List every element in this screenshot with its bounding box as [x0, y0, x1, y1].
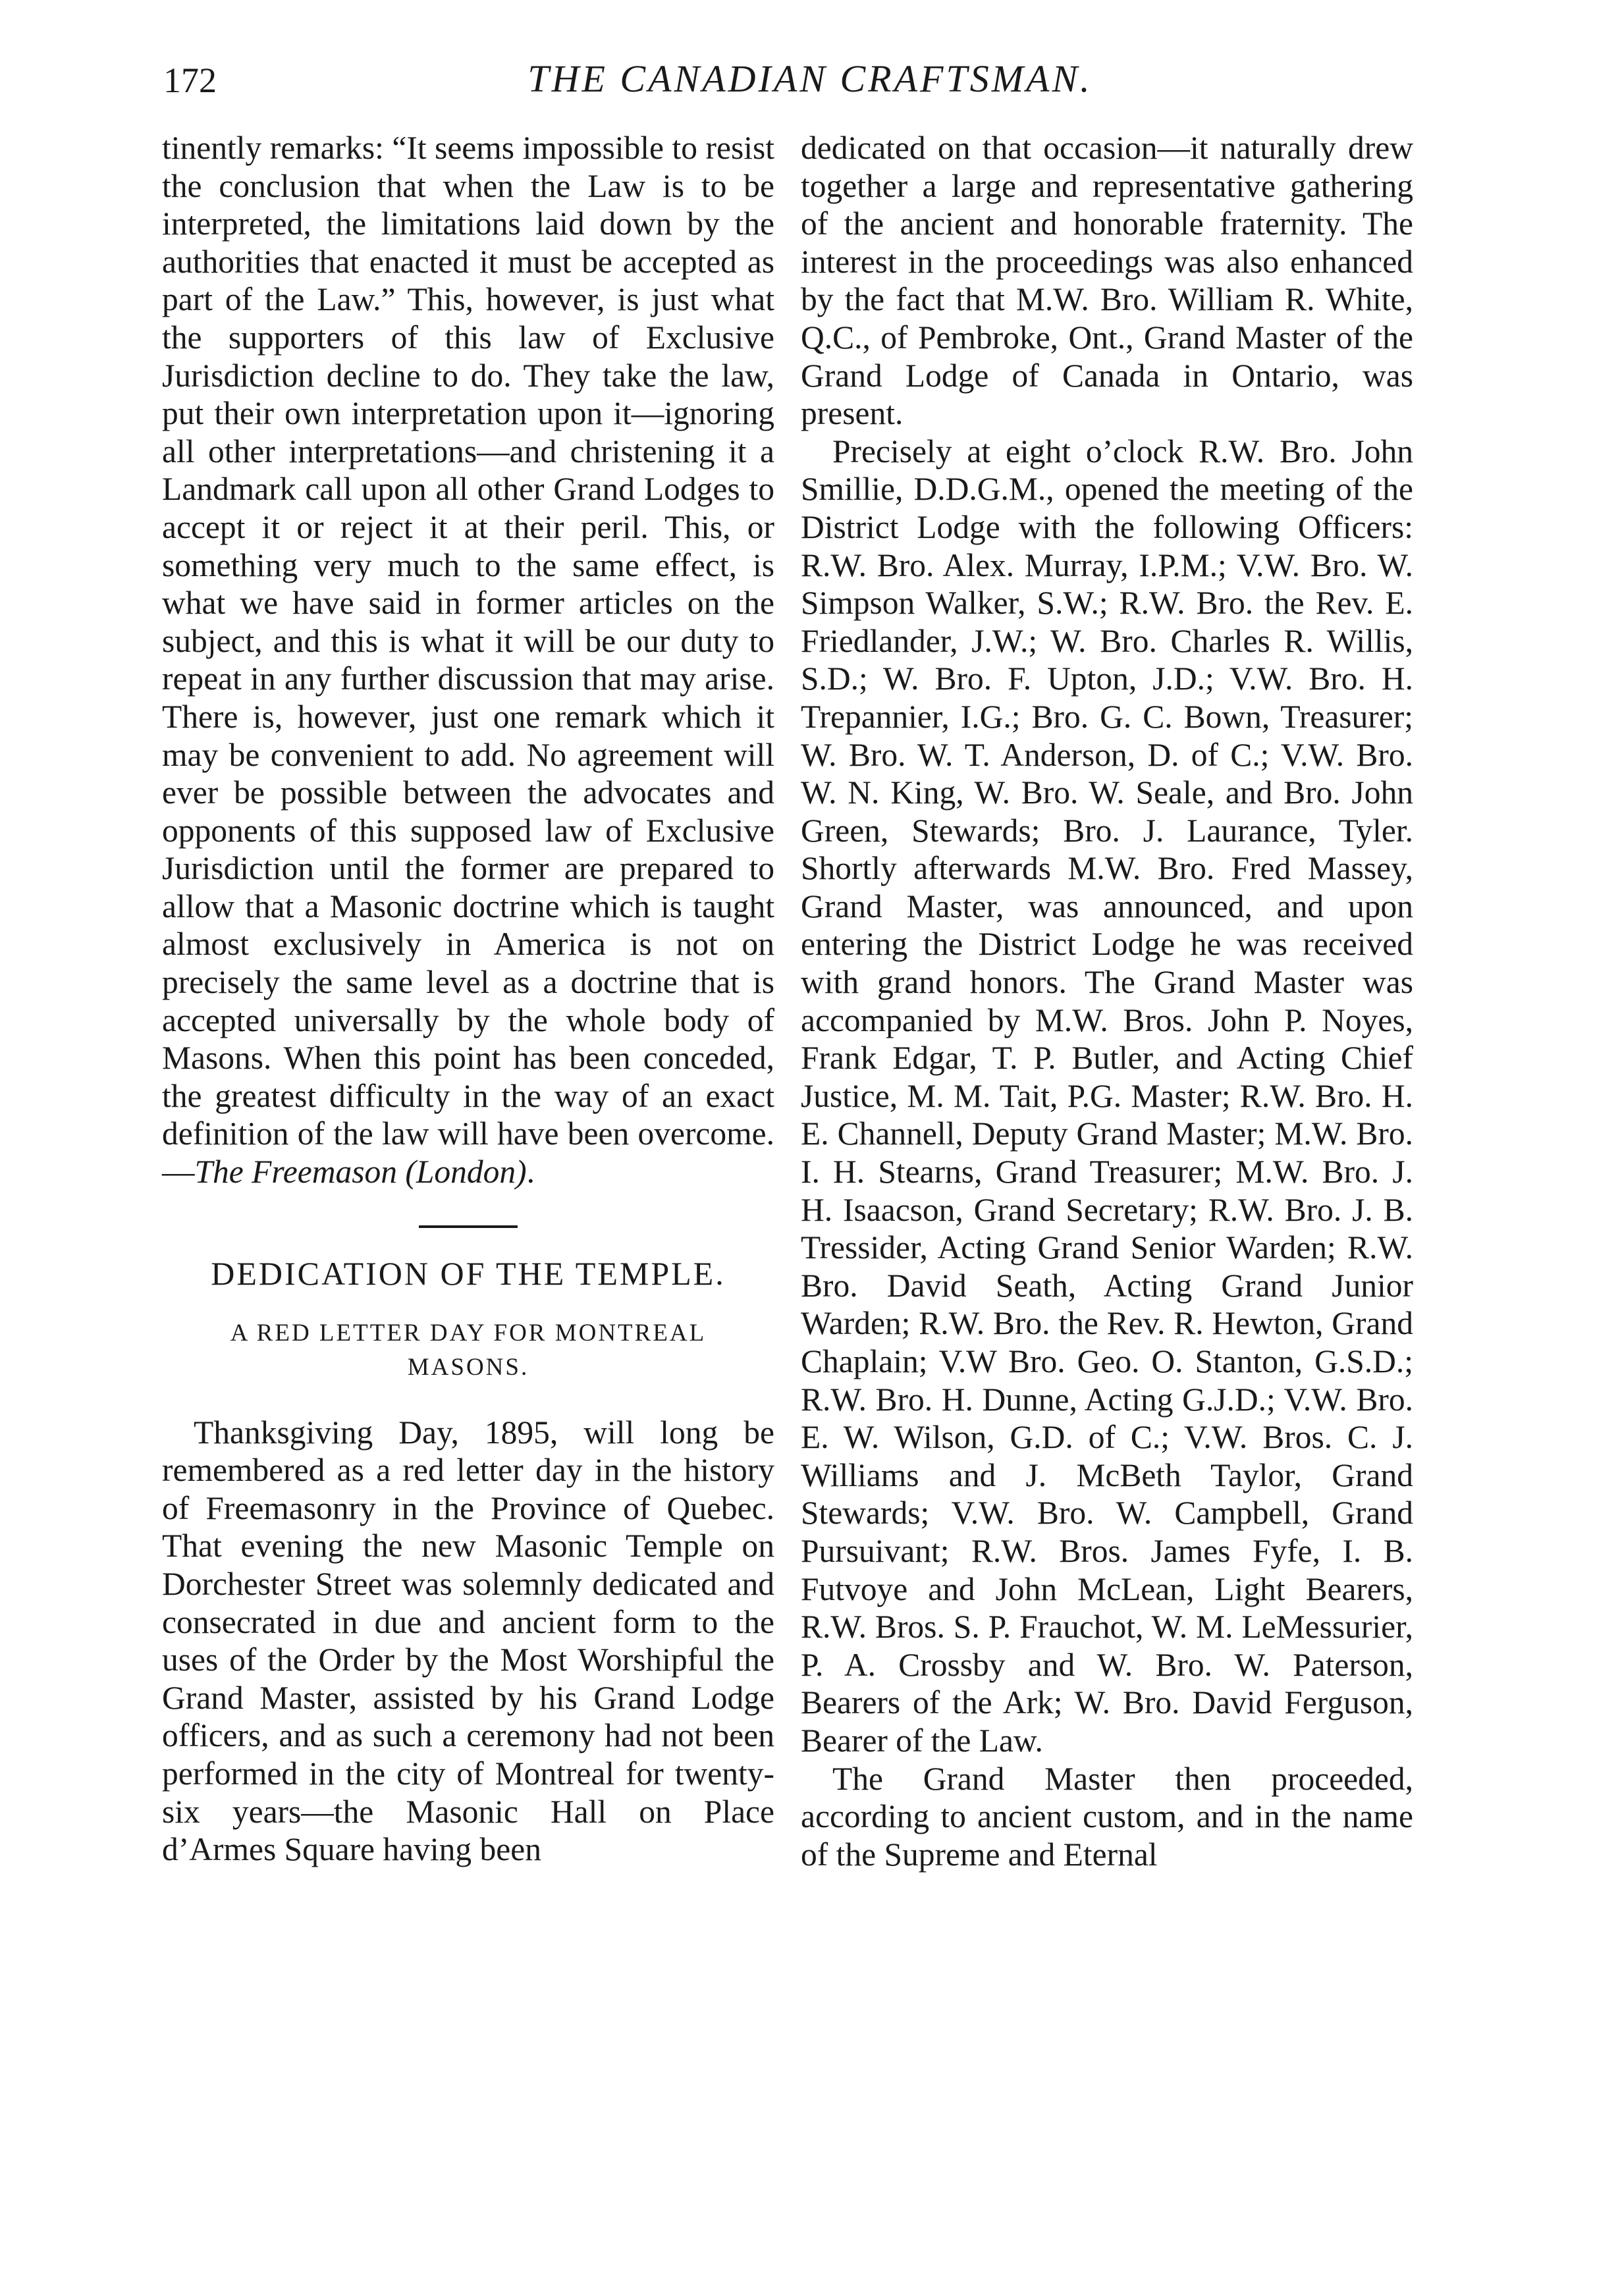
left-column	[162, 129, 774, 1869]
section-title: DEDICATION OF THE TEMPLE.	[211, 1254, 726, 1292]
article-paragraph: Thanksgiving Day, 1895, will long be remembered as a red letter day in the history of Freemasonry in the Province of Quebec. That evening the new Masonic Temple on Dorchester Street was solemnly dedicated and consecrated in due and ancient form to the uses of the Order by the Most Worshipful the Grand Master, assisted by his Grand Lodge officers, and as such a ceremony had not been performed in the city of Montreal for twenty-six years—the Masonic Hall on Place d’Armes Square having been	[162, 1414, 774, 1868]
subtitle-line-1: A RED LETTER DAY FOR MONTREAL	[230, 1319, 707, 1347]
source-end: .	[526, 1154, 535, 1190]
right-paragraph-3: The Grand Master then proceeded, according to ancient custom, and in the name of the Supreme and Eternal	[801, 1760, 1413, 1873]
source-publication: The Freemason	[194, 1154, 397, 1190]
right-paragraph-1: dedicated on that occasion—it naturally drew together a large and representative gathering of the ancient and honorable fraternity. The interest in the proceedings was also enhanced by the fact that M.W. Bro. William R. White, Q.C., of Pembroke, Ont., Grand Master of the Grand Lodge of Canada in Ontario, was present.	[801, 130, 1413, 432]
source-place: (London)	[405, 1154, 527, 1190]
running-title: THE CANADIAN CRAFTSMAN.	[527, 57, 1093, 100]
page-number: 172	[163, 61, 217, 100]
subtitle-line-2: MASONS.	[407, 1353, 529, 1381]
continuation-paragraph	[162, 129, 774, 1191]
right-column	[801, 129, 1413, 1873]
continuation-text: tinently remarks: “It seems impossible to resist the conclusion that when the Law is to be interpreted, the limitations laid down by the authorities that enacted it must be accepted as part of the Law.” This, however, is just what the supporters of this law of Exclusive Jurisdiction decline to do. They take the law, put their own interpretation upon it—ignoring all other interpretations—and christening it a Landmark call upon all other Grand Lodges to accept it or reject it at their peril. This, or something very much to the same effect, is what we have said in former articles on the subject, and this is what it will be our duty to repeat in any further discussion that may arise. There is, however, just one remark which it may be convenient to add. No agreement will ever be possible between the advocates and opponents of this supposed law of Exclusive Jurisdiction until the former are prepared to allow that a Masonic doctrine which is taught almost exclusively in America is not on precisely the same level as a doctrine that is accepted universally by the whole body of Masons. When this point has been conceded, the greatest difficulty in the way of an exact definition of the law will have been overcome.—	[162, 130, 774, 1190]
section-subtitle	[162, 1316, 774, 1385]
right-paragraph-2: Precisely at eight o’clock R.W. Bro. John Smillie, D.D.G.M., opened the meeting of the District Lodge with the following Officers: R.W. Bro. Alex. Murray, I.P.M.; V.W. Bro. W. Simpson Walker, S.W.; R.W. Bro. the Rev. E. Friedlander, J.W.; W. Bro. Charles R. Willis, S.D.; W. Bro. F. Upton, J.D.; V.W. Bro. H. Trepannier, I.G.; Bro. G. C. Bown, Treasurer; W. Bro. W. T. Anderson, D. of C.; V.W. Bro. W. N. King, W. Bro. W. Seale, and Bro. John Green, Stewards; Bro. J. Laurance, Tyler. Shortly afterwards M.W. Bro. Fred Massey, Grand Master, was announced, and upon entering the District Lodge he was received with grand honors. The Grand Master was accompanied by M.W. Bros. John P. Noyes, Frank Edgar, T. P. Butler, and Acting Chief Justice, M. M. Tait, P.G. Master; R.W. Bro. H. E. Channell, Deputy Grand Master; M.W. Bro. I. H. Stearns, Grand Treasurer; M.W. Bro. J. H. Isaacson, Grand Secretary; R.W. Bro. J. B. Tressider, Acting Grand Senior Warden; R.W. Bro. David Seath, Acting Grand Junior Warden; R.W. Bro. the Rev. R. Hewton, Grand Chaplain; V.W Bro. Geo. O. Stanton, G.S.D.; R.W. Bro. H. Dunne, Acting G.J.D.; V.W. Bro. E. W. Wilson, G.D. of C.; V.W. Bros. C. J. Williams and J. McBeth Taylor, Grand Stewards; V.W. Bro. W. Campbell, Grand Pursuivant; R.W. Bros. James Fyfe, I. B. Futvoye and John McLean, Light Bearers, R.W. Bros. S. P. Frauchot, W. M. LeMessurier, P. A. Crossby and W. Bro. W. Paterson, Bearers of the Ark; W. Bro. David Ferguson, Bearer of the Law.	[801, 433, 1413, 1759]
section-divider	[419, 1225, 518, 1228]
